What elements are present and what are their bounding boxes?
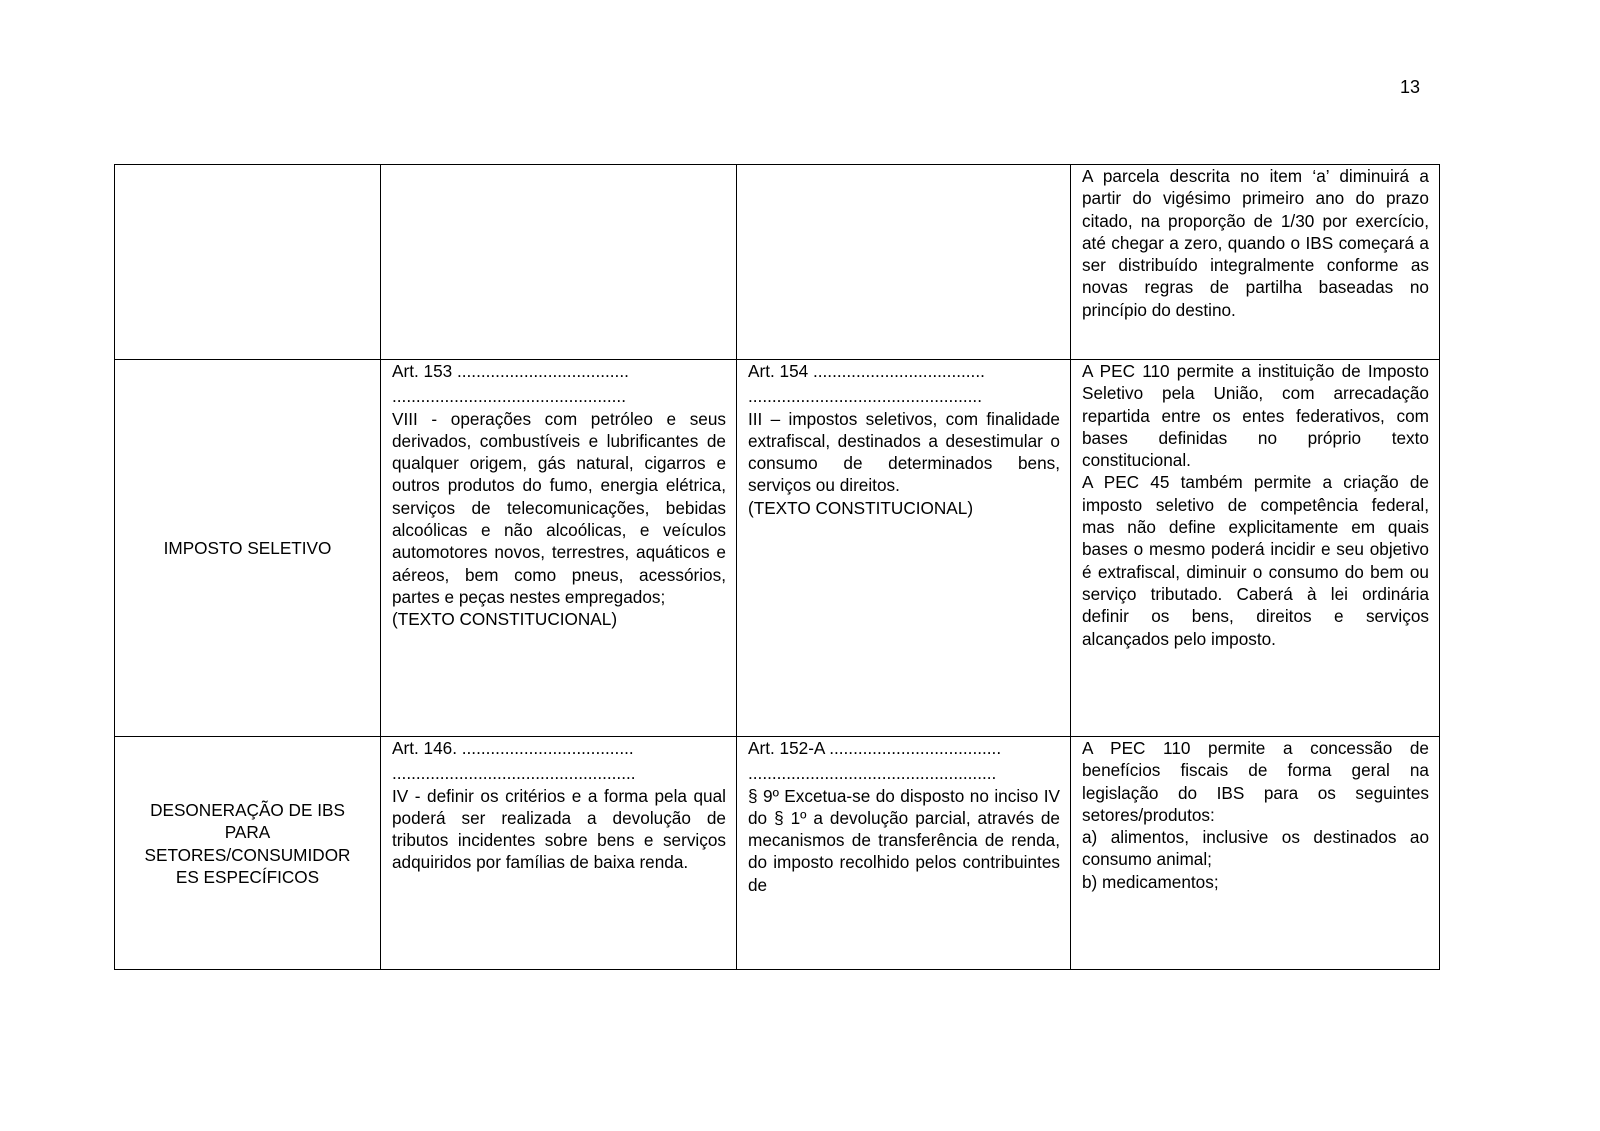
comment-cell (1071, 737, 1440, 970)
topic-line: SETORES/CONSUMIDOR (144, 844, 351, 865)
topic-cell (115, 737, 381, 970)
page-number: 13 (1399, 77, 1420, 97)
ellipsis-line: ................................................. (748, 386, 982, 407)
topic-line: PARA (224, 822, 271, 843)
pec45-text-cell (381, 165, 737, 360)
article-heading: Art. 152-A .................................... (748, 738, 1002, 758)
source-note: (TEXTO CONSTITUCIONAL) (748, 497, 974, 518)
source-note: (TEXTO CONSTITUCIONAL) (392, 609, 618, 630)
topic-line: ES ESPECÍFICOS (175, 866, 320, 887)
article-heading: Art. 153 .................................... (392, 361, 629, 381)
pec45-text-cell (381, 360, 737, 737)
comment-item: b) medicamentos; (1082, 871, 1219, 892)
table-row (115, 737, 1440, 970)
topic-label: IMPOSTO SELETIVO (163, 537, 332, 558)
ellipsis-line: ................................................. (392, 386, 626, 407)
table-row (115, 360, 1440, 737)
comment-paragraph: A PEC 45 também permite a criação de imposto seletivo de competência federal, mas não define explicitamente em quais bases o mesmo poderá incidir e seu objetivo é extrafiscal, diminuir o consumo do bem ou serviço tributado. Caberá à lei ordinária definir os bens, direitos e serviços alcançados pelo imposto. (1082, 472, 1429, 649)
pec110-text-cell (737, 165, 1071, 360)
topic-cell (115, 360, 381, 737)
comment-paragraph: A PEC 110 permite a concessão de benefícios fiscais de forma geral na legislação do IBS para os seguintes setores/produtos: (1082, 738, 1429, 825)
article-heading: Art. 146. .................................... (392, 738, 634, 758)
table-row (115, 165, 1440, 360)
pec110-text-cell (737, 737, 1071, 970)
ellipsis-line: .................................................... (748, 763, 997, 784)
topic-line: DESONERAÇÃO DE IBS (150, 800, 345, 820)
comment-paragraph: A PEC 110 permite a instituição de Imposto Seletivo pela União, com arrecadação repartida entre os entes federativos, com bases definidas no próprio texto constitucional. (1082, 361, 1429, 471)
article-text: VIII - operações com petróleo e seus derivados, combustíveis e lubrificantes de qualquer origem, gás natural, cigarros e outros produtos do fumo, energia elétrica, serviços de telecomunicações, bebidas alcoólicas e não alcoólicas, e veículos automotores novos, terrestres, aquáticos e aéreos, bem como pneus, acessórios, partes e peças nestes empregados; (392, 408, 726, 607)
pec110-text-cell (737, 360, 1071, 737)
comment-paragraph: A parcela descrita no item ‘a’ diminuirá a partir do vigésimo primeiro ano do prazo citado, na proporção de 1/30 por exercício, até chegar a zero, quando o IBS começará a ser distribuído integralmente conforme as novas regras de partilha baseadas no princípio do destino. (1082, 166, 1429, 320)
article-heading: Art. 154 .................................... (748, 361, 985, 381)
comment-item: a) alimentos, inclusive os destinados ao consumo animal; (1082, 827, 1429, 870)
comparison-table (114, 164, 1440, 970)
article-text: § 9º Excetua-se do disposto no inciso IV do § 1º a devolução parcial, através de mecanismos de transferência de renda, do imposto recolhido pelos contribuintes de (748, 785, 1060, 895)
topic-label (127, 799, 368, 888)
article-text: IV - definir os critérios e a forma pela qual poderá ser realizada a devolução de tributos incidentes sobre bens e serviços adquiridos por famílias de baixa renda. (392, 785, 726, 873)
comment-cell (1071, 360, 1440, 737)
article-text: III – impostos seletivos, com finalidade extrafiscal, destinados a desestimular o consumo de determinados bens, serviços ou direitos. (748, 408, 1060, 496)
topic-cell (115, 165, 381, 360)
pec45-text-cell (381, 737, 737, 970)
comment-cell (1071, 165, 1440, 360)
ellipsis-line: ................................................... (392, 763, 636, 784)
